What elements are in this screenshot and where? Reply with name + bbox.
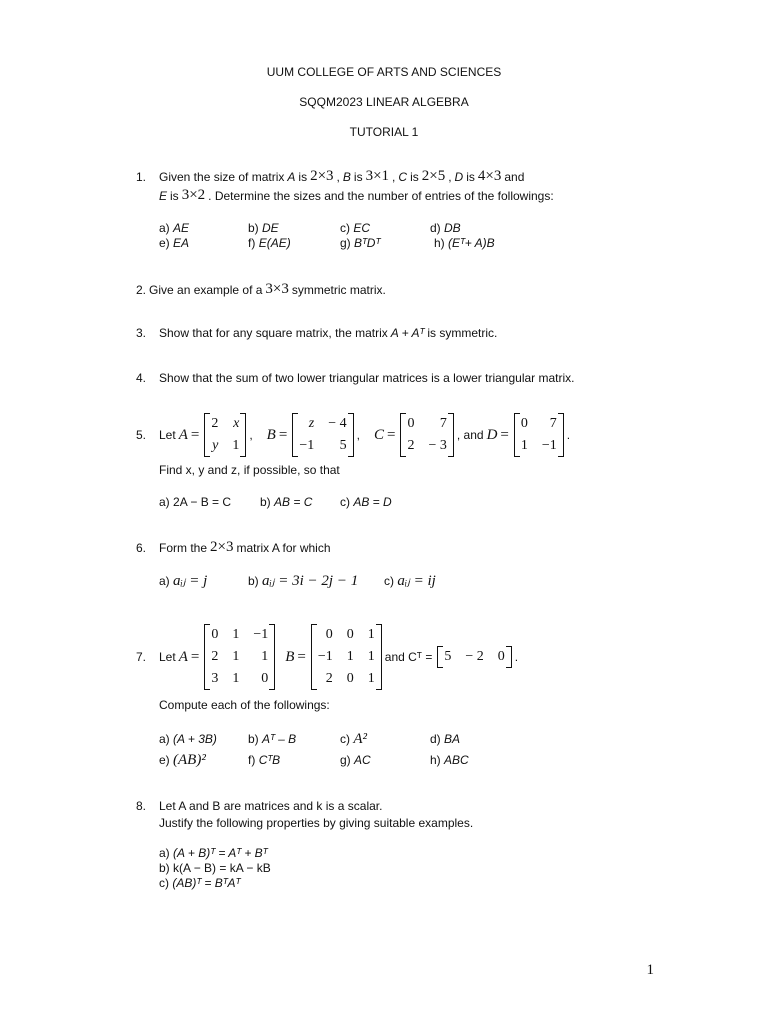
q1-item-b: b) DE — [248, 221, 279, 235]
q4-text: 4. Show that the sum of two lower triangular matrices is a lower triangular matrix. — [136, 371, 575, 385]
q6-item-a: a) aᵢⱼ = j — [159, 573, 208, 589]
q1-item-h: h) (Eᵀ+ A)B — [434, 236, 495, 250]
q1-line1: 1. Given the size of matrix A is 2×3 , B is 3×1 , C is 2×5 , D is 4×3 and — [136, 168, 525, 184]
page-number: 1 — [646, 962, 654, 978]
q6-item-b: b) aᵢⱼ = 3i − 2j − 1 — [248, 573, 359, 589]
matrix-ct-1x3: 5 − 2 0 — [437, 646, 511, 668]
q8-line1: 8. Let A and B are matrices and k is a scalar. — [136, 799, 383, 813]
q1-item-e: e) EA — [159, 236, 190, 250]
q7-item-c: c) A² — [340, 731, 368, 747]
q1-item-f: f) E(AE) — [248, 236, 291, 250]
q5-item-a: a) 2A − B = C — [159, 495, 232, 509]
q1-item-a: a) AE — [159, 221, 190, 235]
q7-item-g: g) AC — [340, 753, 371, 767]
q7-compute: Compute each of the followings: — [159, 698, 330, 712]
q5-item-c: c) AB = D — [340, 495, 392, 509]
q5-find: Find x, y and z, if possible, so that — [159, 463, 340, 477]
q7-item-b: b) Aᵀ – B — [248, 732, 297, 746]
q1-item-d: d) DB — [430, 221, 461, 235]
matrix-b-3x3: 0 0 1 −1 1 1 2 0 1 — [311, 624, 382, 690]
q1-item-c: c) EC — [340, 221, 371, 235]
matrix-c-2x2: 0 7 2 − 3 — [400, 413, 453, 457]
matrix-b-2x2: z − 4 −1 5 — [292, 413, 353, 457]
tutorial-title: TUTORIAL 1 — [349, 125, 419, 139]
q8-item-a: a) (A + B)ᵀ = Aᵀ + Bᵀ — [159, 846, 268, 860]
college-title: UUM COLLEGE OF ARTS AND SCIENCES — [266, 65, 502, 79]
course-title: SQQM2023 LINEAR ALGEBRA — [299, 95, 469, 109]
q8-item-b: b) k(A − B) = kA − kB — [159, 861, 271, 875]
q7-item-d: d) BA — [430, 732, 461, 746]
q8-item-c: c) (AB)ᵀ = BᵀAᵀ — [159, 876, 241, 890]
q1-line2: E is 3×2 . Determine the sizes and the number of entries of the followings: — [159, 187, 554, 203]
q2-text: 2. Give an example of a 3×3 symmetric matrix. — [136, 281, 386, 297]
q1-item-g: g) BᵀDᵀ — [340, 236, 381, 250]
matrix-a-3x3: 0 1 −1 2 1 1 3 1 0 — [204, 624, 275, 690]
q7-item-e: e) (AB)² — [159, 752, 206, 768]
matrix-a-2x2: 2 x y 1 — [204, 413, 246, 457]
q8-line2: Justify the following properties by giving suitable examples. — [159, 816, 474, 830]
q7-item-a: a) (A + 3B) — [159, 732, 217, 746]
q5-item-b: b) AB = C — [260, 495, 313, 509]
q6-item-c: c) aᵢⱼ = ij — [384, 573, 436, 589]
q5-matrices: 5. Let A = 2 x y 1 , B = z − 4 −1 5 , C = 0 7 2 − 3 , and D = 0 7 1 −1 . — [136, 413, 573, 457]
q6-text: 6. Form the 2×3 matrix A for which — [136, 539, 331, 555]
q7-item-f: f) CᵀB — [248, 753, 281, 767]
q7-matrices: 7. Let A = 0 1 −1 2 1 1 3 1 0 B = 0 0 1 −1 1 1 2 0 1 and Cᵀ = 5 − 2 0 . — [136, 624, 521, 690]
matrix-d-2x2: 0 7 1 −1 — [514, 413, 564, 457]
q3-text: 3. Show that for any square matrix, the matrix A + Aᵀ is symmetric. — [136, 326, 498, 340]
q7-item-h: h) ABC — [430, 753, 469, 767]
